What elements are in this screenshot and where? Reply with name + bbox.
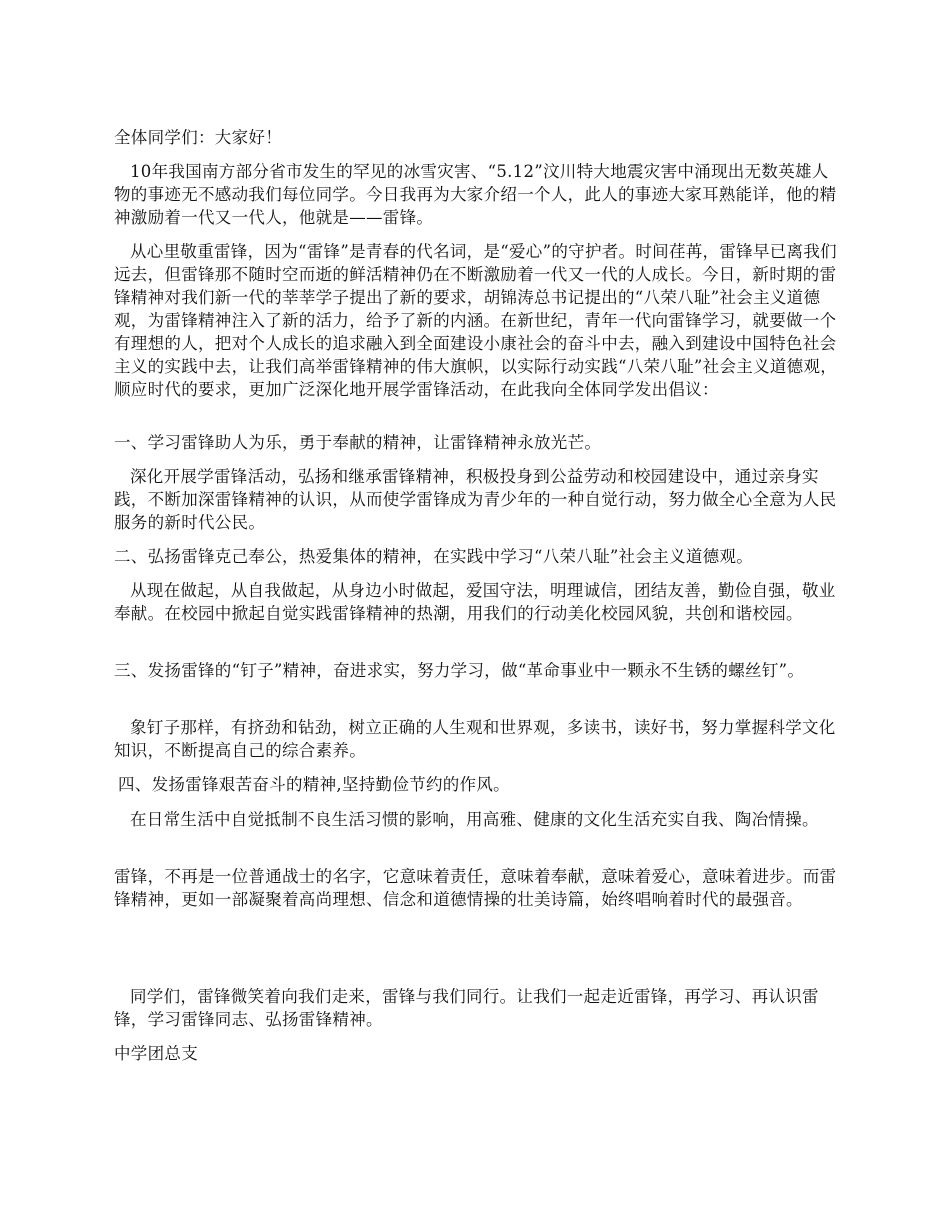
intro-paragraph: 10年我国南方部分省市发生的罕见的冰雪灾害、“5.12”汶川特大地震灾害中涌现出无数英雄人物的事迹无不感动我们每位同学。今日我再为大家介绍一个人，此人的事迹大家耳熟能详，他的精神激励着一代又一代人，他就是——雷锋。 [114, 162, 837, 227]
body-paragraph: 从心里敬重雷锋，因为“雷锋”是青春的代名词，是“爱心”的守护者。时间荏苒，雷锋早已离我们远去，但雷锋那不随时空而逝的鲜活精神仍在不断激励着一代又一代的人成长。今日，新时期的雷锋精神对我们新一代的莘莘学子提出了新的要求，胡锦涛总书记提出的“八荣八耻”社会主义道德观，为雷锋精神注入了新的活力，给予了新的内涵。在新世纪，青年一代向雷锋学习，就要做一个有理想的人，把对个人成长的追求融入到全面建设小康社会的奋斗中去，融入到建设中国特色社会主义的实践中去，让我们高举雷锋精神的伟大旗帜，以实际行动实践“八荣八耻”社会主义道德观，顺应时代的要求，更加广泛深化地开展学雷锋活动，在此我向全体同学发出倡议： [114, 242, 838, 399]
section-body-1: 深化开展学雷锋活动，弘扬和继承雷锋精神，积极投身到公益劳动和校园建设中，通过亲身实践，不断加深雷锋精神的认识，从而使学雷锋成为青少年的一种自觉行动，努力做全心全意为人民服务的新时代公民。 [114, 467, 837, 532]
signature: 中学团总支 [114, 1044, 198, 1063]
section-heading-2: 二、弘扬雷锋克己奉公，热爱集体的精神，在实践中学习“八荣八耻”社会主义道德观。 [114, 547, 754, 566]
section-heading-3: 三、发扬雷锋的“钉子”精神，奋进求实，努力学习，做“革命事业中一颗永不生锈的螺丝钉”。 [114, 661, 805, 680]
section-body-2: 从现在做起，从自我做起，从身边小时做起，爱国守法，明理诚信，团结友善，勤俭自强，敬业奉献。在校园中掀起自觉实践雷锋精神的热潮，用我们的行动美化校园风貌，共创和谐校园。 [114, 581, 836, 623]
section-body-4: 在日常生活中自觉抵制不良生活习惯的影响，用高雅、健康的文化生活充实自我、陶冶情操。 [130, 810, 819, 829]
summary-paragraph: 雷锋，不再是一位普通战士的名字，它意味着责任，意味着奉献，意味着爱心，意味着进步。而雷锋精神，更如一部凝聚着高尚理想、信念和道德情操的壮美诗篇，始终唱响着时代的最强音。 [114, 867, 837, 909]
section-body-3: 象钉子那样，有挤劲和钻劲，树立正确的人生观和世界观，多读书，读好书，努力掌握科学文化知识，不断提高自己的综合素养。 [114, 718, 836, 760]
greeting: 全体同学们：大家好！ [114, 128, 282, 147]
section-heading-1: 一、学习雷锋助人为乐，勇于奉献的精神，让雷锋精神永放光芒。 [114, 433, 602, 452]
closing-paragraph: 同学们，雷锋微笑着向我们走来，雷锋与我们同行。让我们一起走近雷锋，再学习、再认识雷锋，学习雷锋同志、弘扬雷锋精神。 [114, 987, 819, 1029]
section-heading-4: 四、发扬雷锋艰苦奋斗的精神,坚持勤俭节约的作风。 [118, 775, 510, 794]
